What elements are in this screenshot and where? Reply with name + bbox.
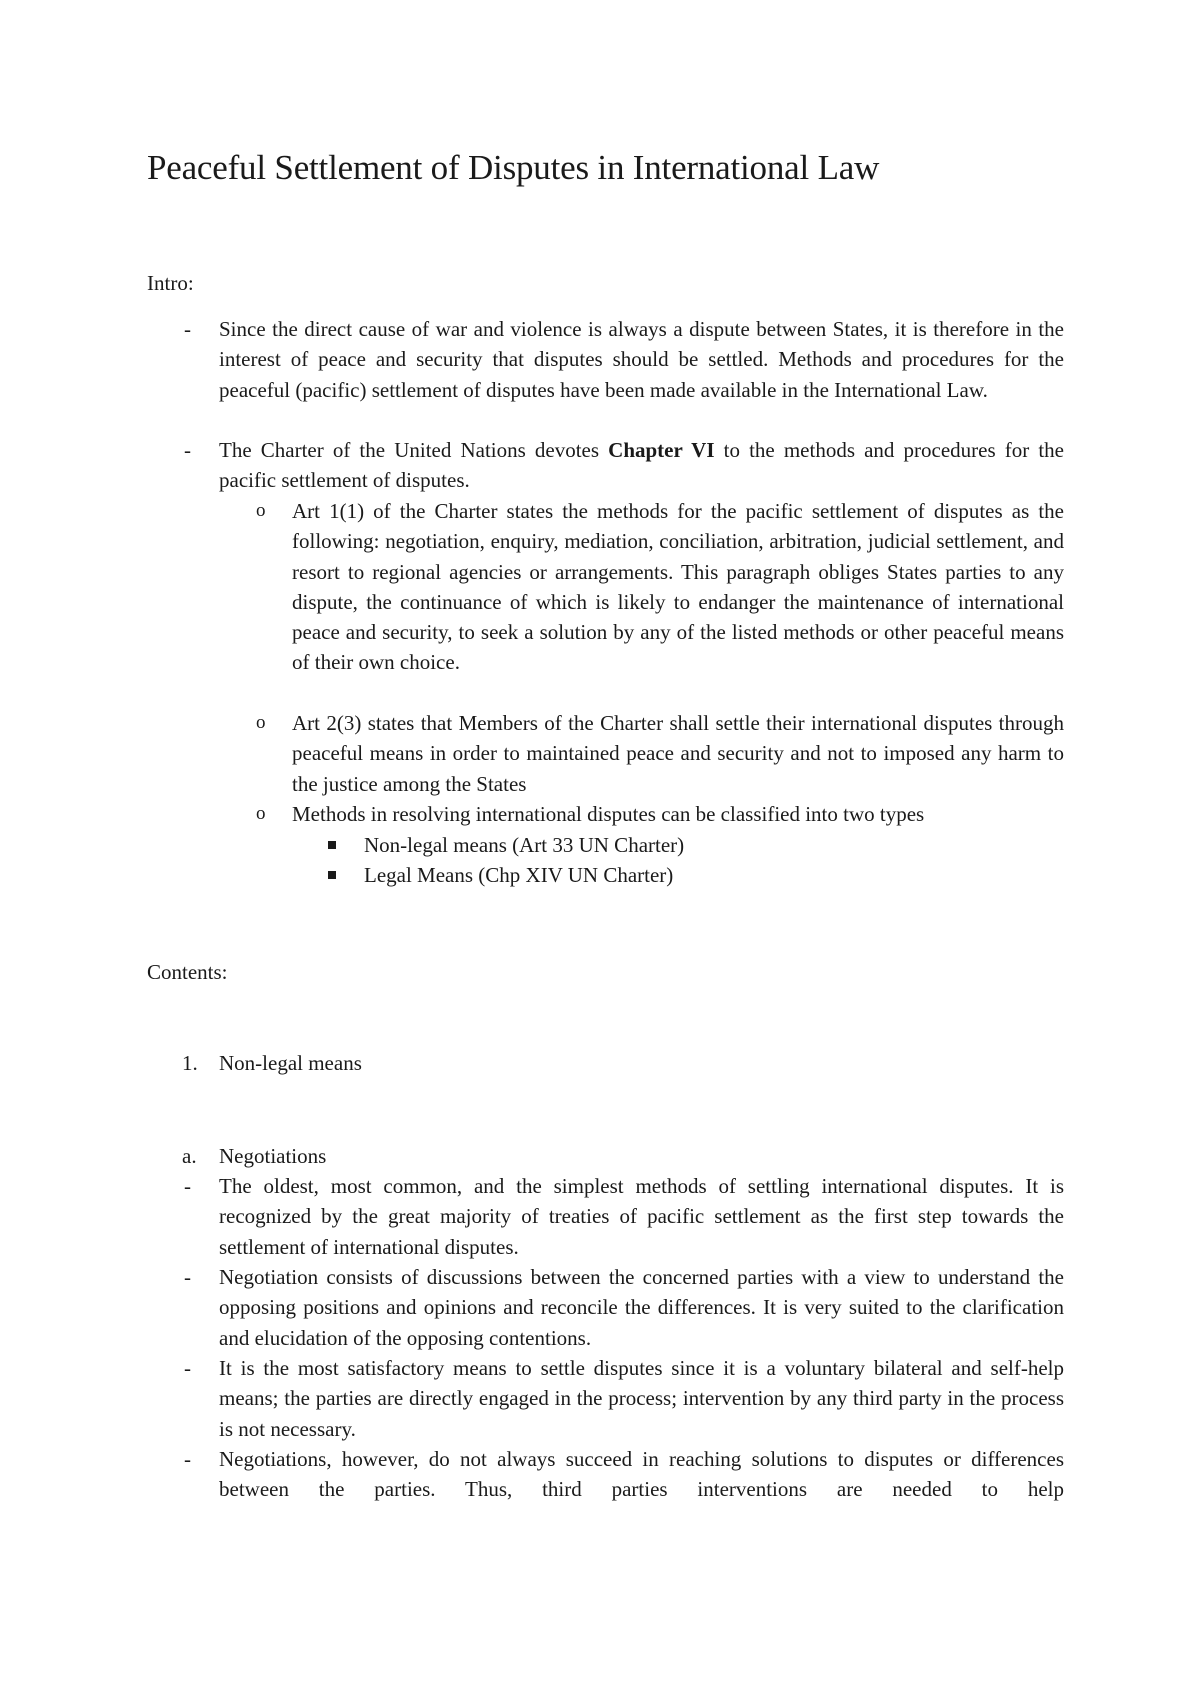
dash-bullet: - [184, 1356, 191, 1380]
negotiation-item: Negotiation consists of discussions between the concerned parties with a view to understand the opposing positions and opinions and reconcile the differences. It is very suited to the clarification and elucidation of the opposing contentions. [219, 1265, 1064, 1350]
square-bullet-icon [328, 860, 336, 890]
document-title: Peaceful Settlement of Disputes in International Law [147, 148, 880, 187]
section-number: 1. [182, 1051, 198, 1075]
square-bullet-icon [328, 830, 336, 860]
charter-subitem: Art 2(3) states that Members of the Charter shall settle their international disputes through peaceful means in order to maintained peace and security and not to imposed any harm to the justice among the States [292, 711, 1064, 796]
intro-label: Intro: [147, 271, 194, 295]
circle-bullet: o [256, 712, 266, 733]
charter-subitem: Art 1(1) of the Charter states the methods for the pacific settlement of disputes as the following: negotiation, enquiry, mediation, conciliation, arbitration, judicial settlement, and resort to regional agencies or arrangements. This paragraph obliges States parties to any dispute, the continuance of which is likely to endanger the maintenance of international peace and security, to seek a solution by any of the listed methods or other peaceful means of their own choice. [292, 499, 1064, 675]
charter-subitem: Methods in resolving international disputes can be classified into two types [292, 802, 925, 826]
section-title: Non-legal means [219, 1051, 362, 1075]
dash-bullet: - [184, 438, 191, 462]
circle-bullet: o [256, 803, 266, 824]
chapter-vi-bold: Chapter VI [608, 438, 715, 462]
subsection-letter: a. [182, 1144, 197, 1168]
negotiation-item: Negotiations, however, do not always succeed in reaching solutions to disputes or differences between the parties. Thus, third parties interventions are needed to help [219, 1447, 1064, 1502]
type-item: Legal Means (Chp XIV UN Charter) [364, 863, 674, 887]
contents-label: Contents: [147, 960, 228, 984]
intro-item: Since the direct cause of war and violence is always a dispute between States, it is therefore in the interest of peace and security that disputes should be settled. Methods and procedures for the peaceful (pacific) settlement of disputes have been made available in the International Law. [219, 317, 1064, 402]
dash-bullet: - [184, 317, 191, 341]
negotiation-item: The oldest, most common, and the simplest methods of settling international disputes. It is recognized by the great majority of treaties of pacific settlement as the first step towards the settlement of international disputes. [219, 1174, 1064, 1259]
intro-item-text: to the methods and procedures for the pacific settlement of disputes. [219, 438, 1064, 493]
dash-bullet: - [184, 1174, 191, 1198]
dash-bullet: - [184, 1265, 191, 1289]
circle-bullet: o [256, 500, 266, 521]
subsection-title: Negotiations [219, 1144, 327, 1168]
negotiation-item: It is the most satisfactory means to settle disputes since it is a voluntary bilateral and self-help means; the parties are directly engaged in the process; intervention by any third party in the process is not necessary. [219, 1356, 1064, 1441]
dash-bullet: - [184, 1447, 191, 1471]
intro-item-charter [219, 435, 1064, 496]
intro-item-text: The Charter of the United Nations devotes [219, 438, 609, 462]
type-item: Non-legal means (Art 33 UN Charter) [364, 833, 685, 857]
